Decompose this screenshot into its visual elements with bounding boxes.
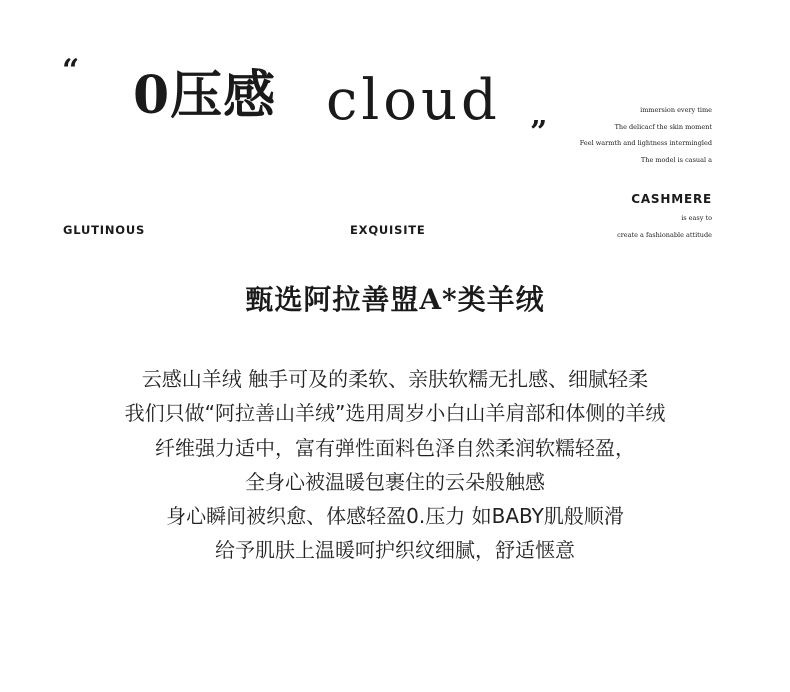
body-line: 身心瞬间被织愈、体感轻盈0.压力 如BABY肌般顺滑 [166, 504, 624, 529]
side-note: is easy to [681, 214, 712, 222]
main-title: 甄选阿拉善盟A*类羊绒 [245, 283, 545, 316]
label-glutinous: GLUTINOUS [63, 223, 146, 237]
headline-chinese: 0压感 [133, 65, 277, 126]
body-line: 云感山羊绒 触手可及的柔软、亲肤软糯无扎感、细腻轻柔 [141, 367, 649, 391]
body-line: 给予肌肤上温暖呵护织纹细腻，舒适惬意 [215, 538, 575, 563]
body-line: 我们只做“阿拉善山羊绒”选用周岁小白山羊肩部和体侧的羊绒 [124, 401, 666, 426]
body-line: 纤维强力适中，富有弹性面料色泽自然柔润软糯轻盈， [155, 435, 635, 460]
open-quote-mark: “ [62, 53, 80, 88]
side-notes-bottom [617, 210, 712, 244]
side-note: create a fashionable attitude [617, 231, 712, 239]
headline-english: cloud [326, 68, 501, 133]
side-notes-top [580, 102, 712, 168]
body-paragraph [0, 362, 790, 568]
side-note: The delicacf the skin moment [614, 122, 712, 131]
side-note: The model is casual a [640, 155, 712, 164]
close-quote-mark: ” [530, 115, 548, 150]
label-exquisite: EXQUISITE [350, 223, 426, 237]
label-cashmere: CASHMERE [631, 192, 712, 206]
side-note: immersion every time [640, 106, 712, 114]
side-note: Feel warmth and lightness intermingled [579, 139, 712, 147]
body-line: 全身心被温暖包裹住的云朵般触感 [245, 469, 545, 494]
